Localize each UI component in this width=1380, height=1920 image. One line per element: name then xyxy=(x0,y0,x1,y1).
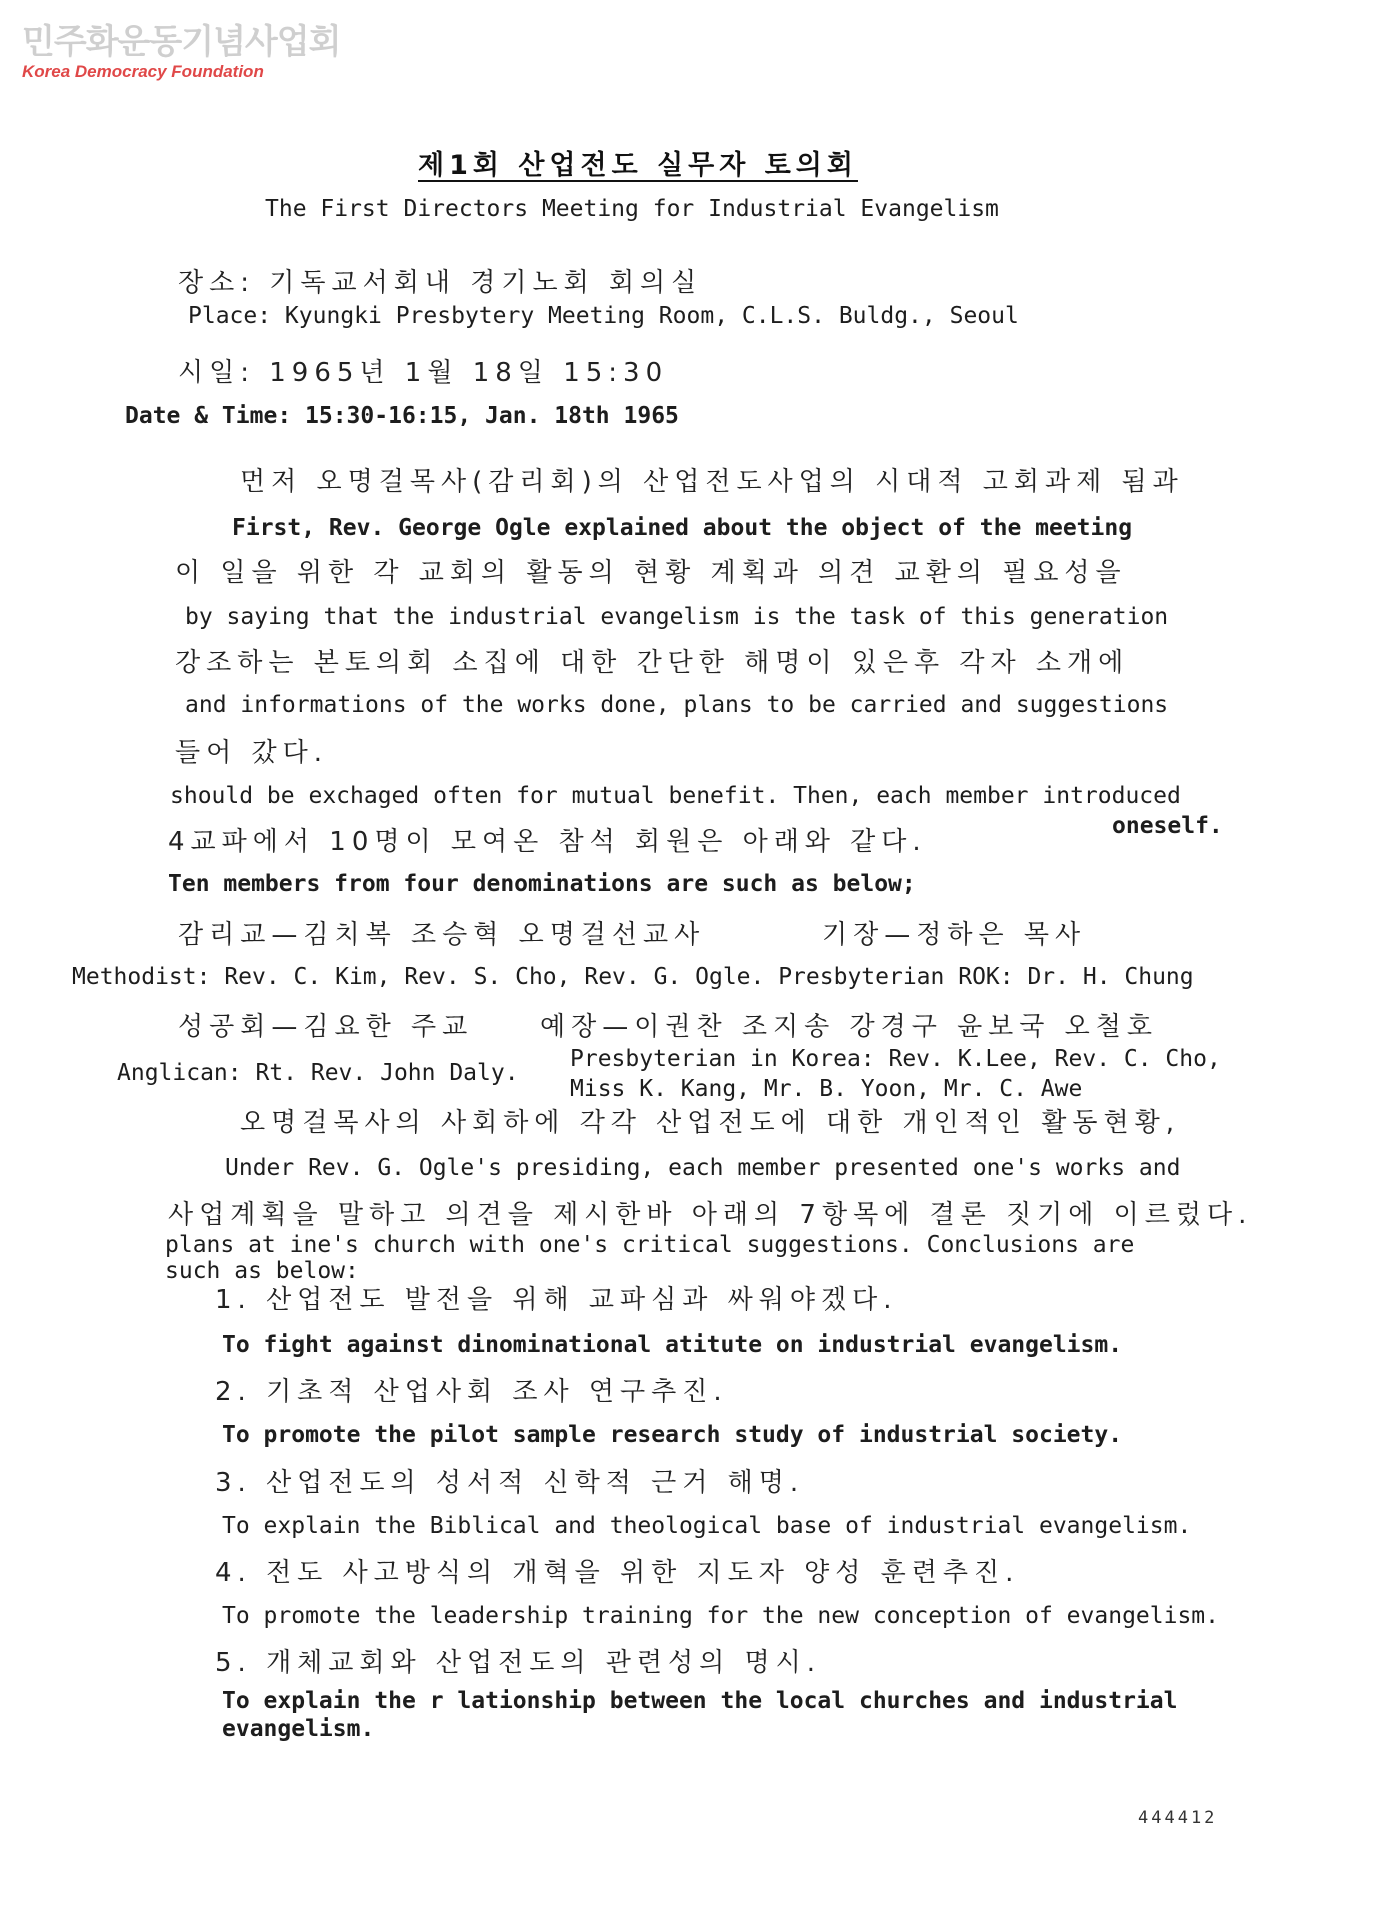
place-korean: 장소: 기독교서회내 경기노회 회의실 xyxy=(178,268,703,298)
presiding-english-3: such as below: xyxy=(165,1258,359,1284)
conclusion-5-english-2: evangelism. xyxy=(222,1716,375,1742)
conclusion-2-korean: 2. 기초적 산업사회 조사 연구추진. xyxy=(215,1377,728,1407)
conclusion-4-korean: 4. 전도 사고방식의 개혁을 위한 지도자 양성 훈련추진. xyxy=(215,1558,1020,1588)
conclusion-5-english: To explain the r lationship between the local churches and industrial xyxy=(222,1688,1178,1714)
members-row2-english-c: Miss K. Kang, Mr. B. Yoon, Mr. C. Awe xyxy=(570,1076,1083,1102)
intro-korean-1: 먼저 오명걸목사(감리회)의 산업전도사업의 시대적 고회과제 됨과 xyxy=(240,467,1184,497)
intro-korean-3: 강조하는 본토의회 소집에 대한 간단한 해명이 있은후 각자 소개에 xyxy=(175,648,1130,678)
presiding-korean-2: 사업계획을 말하고 의견을 제시한바 아래의 7항목에 결론 짓기에 이르렀다. xyxy=(168,1200,1253,1230)
presiding-english-1: Under Rev. G. Ogle's presiding, each member presented one's works and xyxy=(225,1155,1181,1181)
intro-english-2: by saying that the industrial evangelism is the task of this generation xyxy=(185,604,1169,630)
intro-english-4b: oneself. xyxy=(1112,813,1223,839)
conclusion-3-english: To explain the Biblical and theological base of industrial evangelism. xyxy=(222,1513,1192,1539)
intro-english-4: should be exchaged often for mutual benefit. Then, each member introduced xyxy=(170,783,1181,809)
title-korean: 제1회 산업전도 실무자 토의회 xyxy=(418,150,858,181)
watermark-logo xyxy=(22,22,340,82)
members-row1-english: Methodist: Rev. C. Kim, Rev. S. Cho, Rev. G. Ogle. Presbyterian ROK: Dr. H. Chung xyxy=(72,964,1194,990)
watermark-english: Korea Democracy Foundation xyxy=(22,62,264,81)
conclusion-4-english: To promote the leadership training for the new conception of evangelism. xyxy=(222,1603,1219,1629)
watermark-korean: 민주화운동기념사업회 xyxy=(22,22,341,62)
presiding-korean-1: 오명걸목사의 사회하에 각각 산업전도에 대한 개인적인 활동현황, xyxy=(240,1108,1180,1138)
members-row2-english-a: Anglican: Rt. Rev. John Daly. xyxy=(117,1060,519,1086)
conclusion-1-english: To fight against dinominational atitute on industrial evangelism. xyxy=(222,1332,1123,1358)
date-english: Date & Time: 15:30-16:15, Jan. 18th 1965 xyxy=(125,403,679,429)
conclusion-1-korean: 1. 산업전도 발전을 위해 교파심과 싸워야겠다. xyxy=(215,1285,898,1315)
date-korean: 시일: 1965년 1월 18일 15:30 xyxy=(178,358,669,388)
conclusion-5-korean: 5. 개체교회와 산업전도의 관련성의 명시. xyxy=(215,1648,821,1678)
intro-english-3: and informations of the works done, plans to be carried and suggestions xyxy=(185,692,1169,718)
members-intro-english: Ten members from four denominations are such as below; xyxy=(168,871,916,897)
members-row2-english-b: Presbyterian in Korea: Rev. K.Lee, Rev. C. Cho, xyxy=(570,1046,1221,1072)
place-english: Place: Kyungki Presbytery Meeting Room, C.L.S. Buldg., Seoul xyxy=(188,303,1019,329)
members-row2-korean-b: 예장—이권찬 조지송 강경구 윤보국 오철호 xyxy=(540,1012,1159,1042)
intro-korean-2: 이 일을 위한 각 교회의 활동의 현황 계획과 의견 교환의 필요성을 xyxy=(175,558,1127,588)
title-english: The First Directors Meeting for Industrial Evangelism xyxy=(265,196,999,222)
conclusion-3-korean: 3. 산업전도의 성서적 신학적 근거 해명. xyxy=(215,1468,805,1498)
members-row2-korean: 성공회—김요한 주교 xyxy=(178,1012,474,1042)
members-row1-korean-b: 기장—정하은 목사 xyxy=(822,920,1087,950)
members-row1-korean: 감리교—김치복 조승혁 오명걸선교사 xyxy=(178,920,706,950)
intro-english-1: First, Rev. George Ogle explained about the object of the meeting xyxy=(232,515,1133,541)
presiding-english-2: plans at ine's church with one's critical suggestions. Conclusions are xyxy=(165,1232,1135,1258)
intro-korean-4: 들어 갔다. xyxy=(175,738,328,768)
document-number: 444412 xyxy=(1138,1808,1218,1828)
members-intro-korean: 4교파에서 10명이 모여온 참석 회원은 아래와 같다. xyxy=(168,827,927,857)
conclusion-2-english: To promote the pilot sample research study of industrial society. xyxy=(222,1422,1123,1448)
